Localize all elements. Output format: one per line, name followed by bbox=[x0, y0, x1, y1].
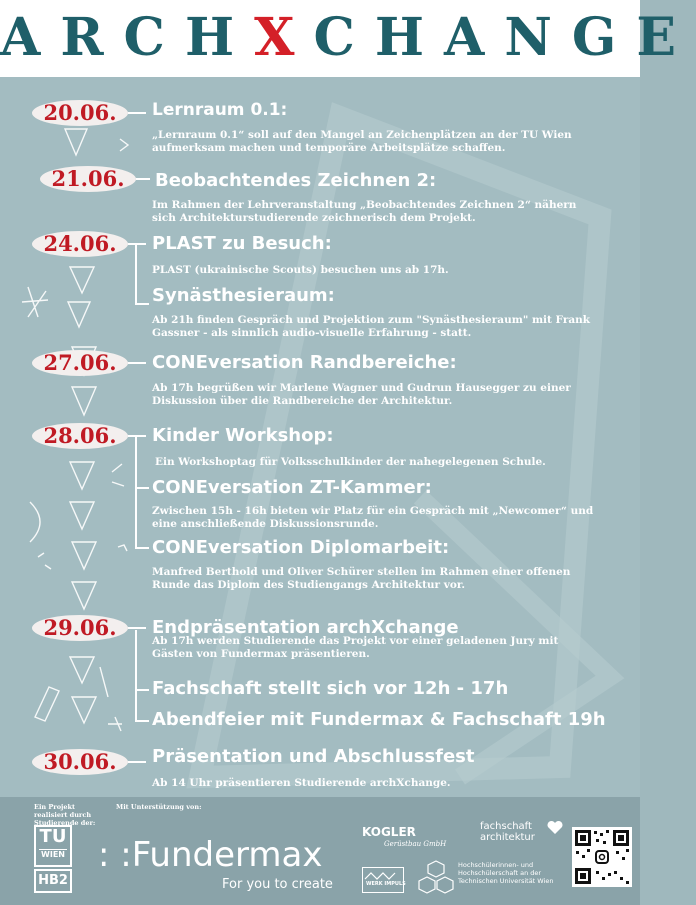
tu-wien-logo bbox=[34, 825, 72, 867]
event-date: 27.06. bbox=[32, 350, 128, 376]
event-heading: Beobachtendes Zeichnen 2: bbox=[155, 170, 437, 191]
sub-connector bbox=[135, 487, 149, 489]
connector-line bbox=[135, 630, 137, 720]
fachschaft-line1: fachschaft bbox=[480, 821, 532, 832]
fachschaft-line2: architektur bbox=[480, 832, 535, 843]
kogler-subtitle: Gerüstbau GmbH bbox=[384, 840, 447, 848]
event-sub2-description: Manfred Berthold und Oliver Schürer stellen im Rahmen einer offenen Runde das Diplom des Studiengangs Architektur vor. bbox=[152, 566, 571, 591]
event-heading: Endpräsentation archXchange bbox=[152, 617, 459, 638]
event-sub-heading: CONEversation ZT-Kammer: bbox=[152, 477, 432, 498]
event-sub-heading: Fachschaft stellt sich vor 12h - 17h bbox=[152, 678, 509, 699]
event-heading: Kinder Workshop: bbox=[152, 425, 334, 446]
date-connector bbox=[128, 362, 146, 364]
tu-logo-bottom: WIEN bbox=[39, 849, 67, 860]
sub-connector bbox=[135, 720, 149, 722]
qr-code-pattern bbox=[572, 827, 632, 887]
event-description: Ab 17h begrüßen wir Marlene Wagner und Gudrun Hausegger zu einer Diskussion über die Randbereiche der Architektur. bbox=[152, 382, 571, 407]
date-connector bbox=[128, 243, 146, 245]
event-heading: PLAST zu Besuch: bbox=[152, 233, 332, 254]
date-connector bbox=[128, 761, 146, 763]
event-description: Im Rahmen der Lehrveranstaltung „Beobachtendes Zeichnen 2“ nähern sich Architekturstudierende zeichnerisch dem Projekt. bbox=[152, 199, 577, 224]
hb2-logo: HB2 bbox=[34, 869, 72, 893]
htu-line2: Hochschülerschaft an der bbox=[458, 869, 542, 877]
event-description: Ab 17h werden Studierende das Projekt vor einer geladenen Jury mit Gästen von Fundermax präsentieren. bbox=[152, 635, 559, 660]
htu-line3: Technischen Universität Wien bbox=[458, 877, 554, 885]
event-sub-description: Zwischen 15h - 16h bieten wir Platz für ein Gespräch mit „Newcomer“ und eine anschließende Diskussionsrunde. bbox=[152, 505, 594, 530]
htu-label bbox=[458, 861, 554, 885]
event-date: 30.06. bbox=[32, 749, 128, 775]
fundermax-dots: : : bbox=[98, 835, 132, 875]
event-date: 20.06. bbox=[32, 100, 128, 126]
poster-title bbox=[0, 6, 696, 70]
connector-line bbox=[135, 437, 137, 549]
event-description: Ein Workshoptag für Volksschulkinder der nahegelegenen Schule. bbox=[155, 456, 546, 468]
date-connector bbox=[128, 627, 146, 629]
event-sub2-heading: Abendfeier mit Fundermax & Fachschaft 19h bbox=[152, 709, 606, 730]
werk-impuls-label: WERK IMPULS bbox=[366, 881, 406, 887]
program-area bbox=[0, 77, 640, 797]
supported-by-label: Mit Unterstützung von: bbox=[116, 803, 202, 811]
htu-logo-icon bbox=[418, 859, 454, 899]
event-sub-heading: Synästhesieraum: bbox=[152, 285, 335, 306]
fundermax-logo bbox=[98, 835, 322, 875]
footer bbox=[0, 797, 640, 905]
title-part-arch: ARCH bbox=[0, 7, 255, 68]
connector-line bbox=[135, 243, 137, 303]
date-connector bbox=[128, 112, 146, 114]
event-date: 21.06. bbox=[40, 166, 136, 192]
title-part-x: X bbox=[254, 7, 314, 68]
fundermax-name: Fundermax bbox=[131, 835, 323, 875]
event-sub-description: Ab 21h finden Gespräch und Projektion zum "Synästhesieraum" mit Frank Gassner - als sinnlich audio-visuelle Erfahrung - statt. bbox=[152, 314, 591, 339]
htu-line1: Hochschülerinnen- und bbox=[458, 861, 534, 869]
kogler-logo: KOGLER bbox=[362, 825, 416, 839]
sub-connector bbox=[135, 547, 149, 549]
qr-code[interactable] bbox=[572, 827, 632, 887]
realized-by-label: Ein Projekt realisiert durch Studierende der: bbox=[34, 803, 96, 827]
event-date: 28.06. bbox=[32, 423, 128, 449]
header bbox=[0, 0, 696, 77]
event-heading: Lernraum 0.1: bbox=[152, 100, 288, 120]
fundermax-tagline: For you to create bbox=[222, 877, 333, 892]
event-heading: CONEversation Randbereiche: bbox=[152, 352, 457, 373]
fachschaft-logo bbox=[480, 821, 535, 843]
sub-connector bbox=[135, 689, 149, 691]
werk-impuls-logo bbox=[362, 867, 404, 893]
event-sub2-heading: CONEversation Diplomarbeit: bbox=[152, 537, 450, 558]
heart-icon bbox=[547, 821, 563, 835]
tu-logo-top: TU bbox=[39, 826, 67, 847]
event-heading: Präsentation und Abschlussfest bbox=[152, 746, 475, 767]
date-connector bbox=[128, 435, 146, 437]
title-part-change: CHANGE bbox=[313, 7, 696, 68]
event-date: 24.06. bbox=[32, 231, 128, 257]
event-description: „Lernraum 0.1“ soll auf den Mangel an Zeichenplätzen an der TU Wien aufmerksam machen und temporäre Arbeitsplätze schaffen. bbox=[152, 129, 572, 154]
event-description: PLAST (ukrainische Scouts) besuchen uns ab 17h. bbox=[152, 264, 449, 276]
event-description: Ab 14 Uhr präsentieren Studierende archXchange. bbox=[152, 777, 451, 789]
date-connector bbox=[136, 178, 150, 180]
event-date: 29.06. bbox=[32, 615, 128, 641]
sub-connector bbox=[135, 303, 149, 305]
